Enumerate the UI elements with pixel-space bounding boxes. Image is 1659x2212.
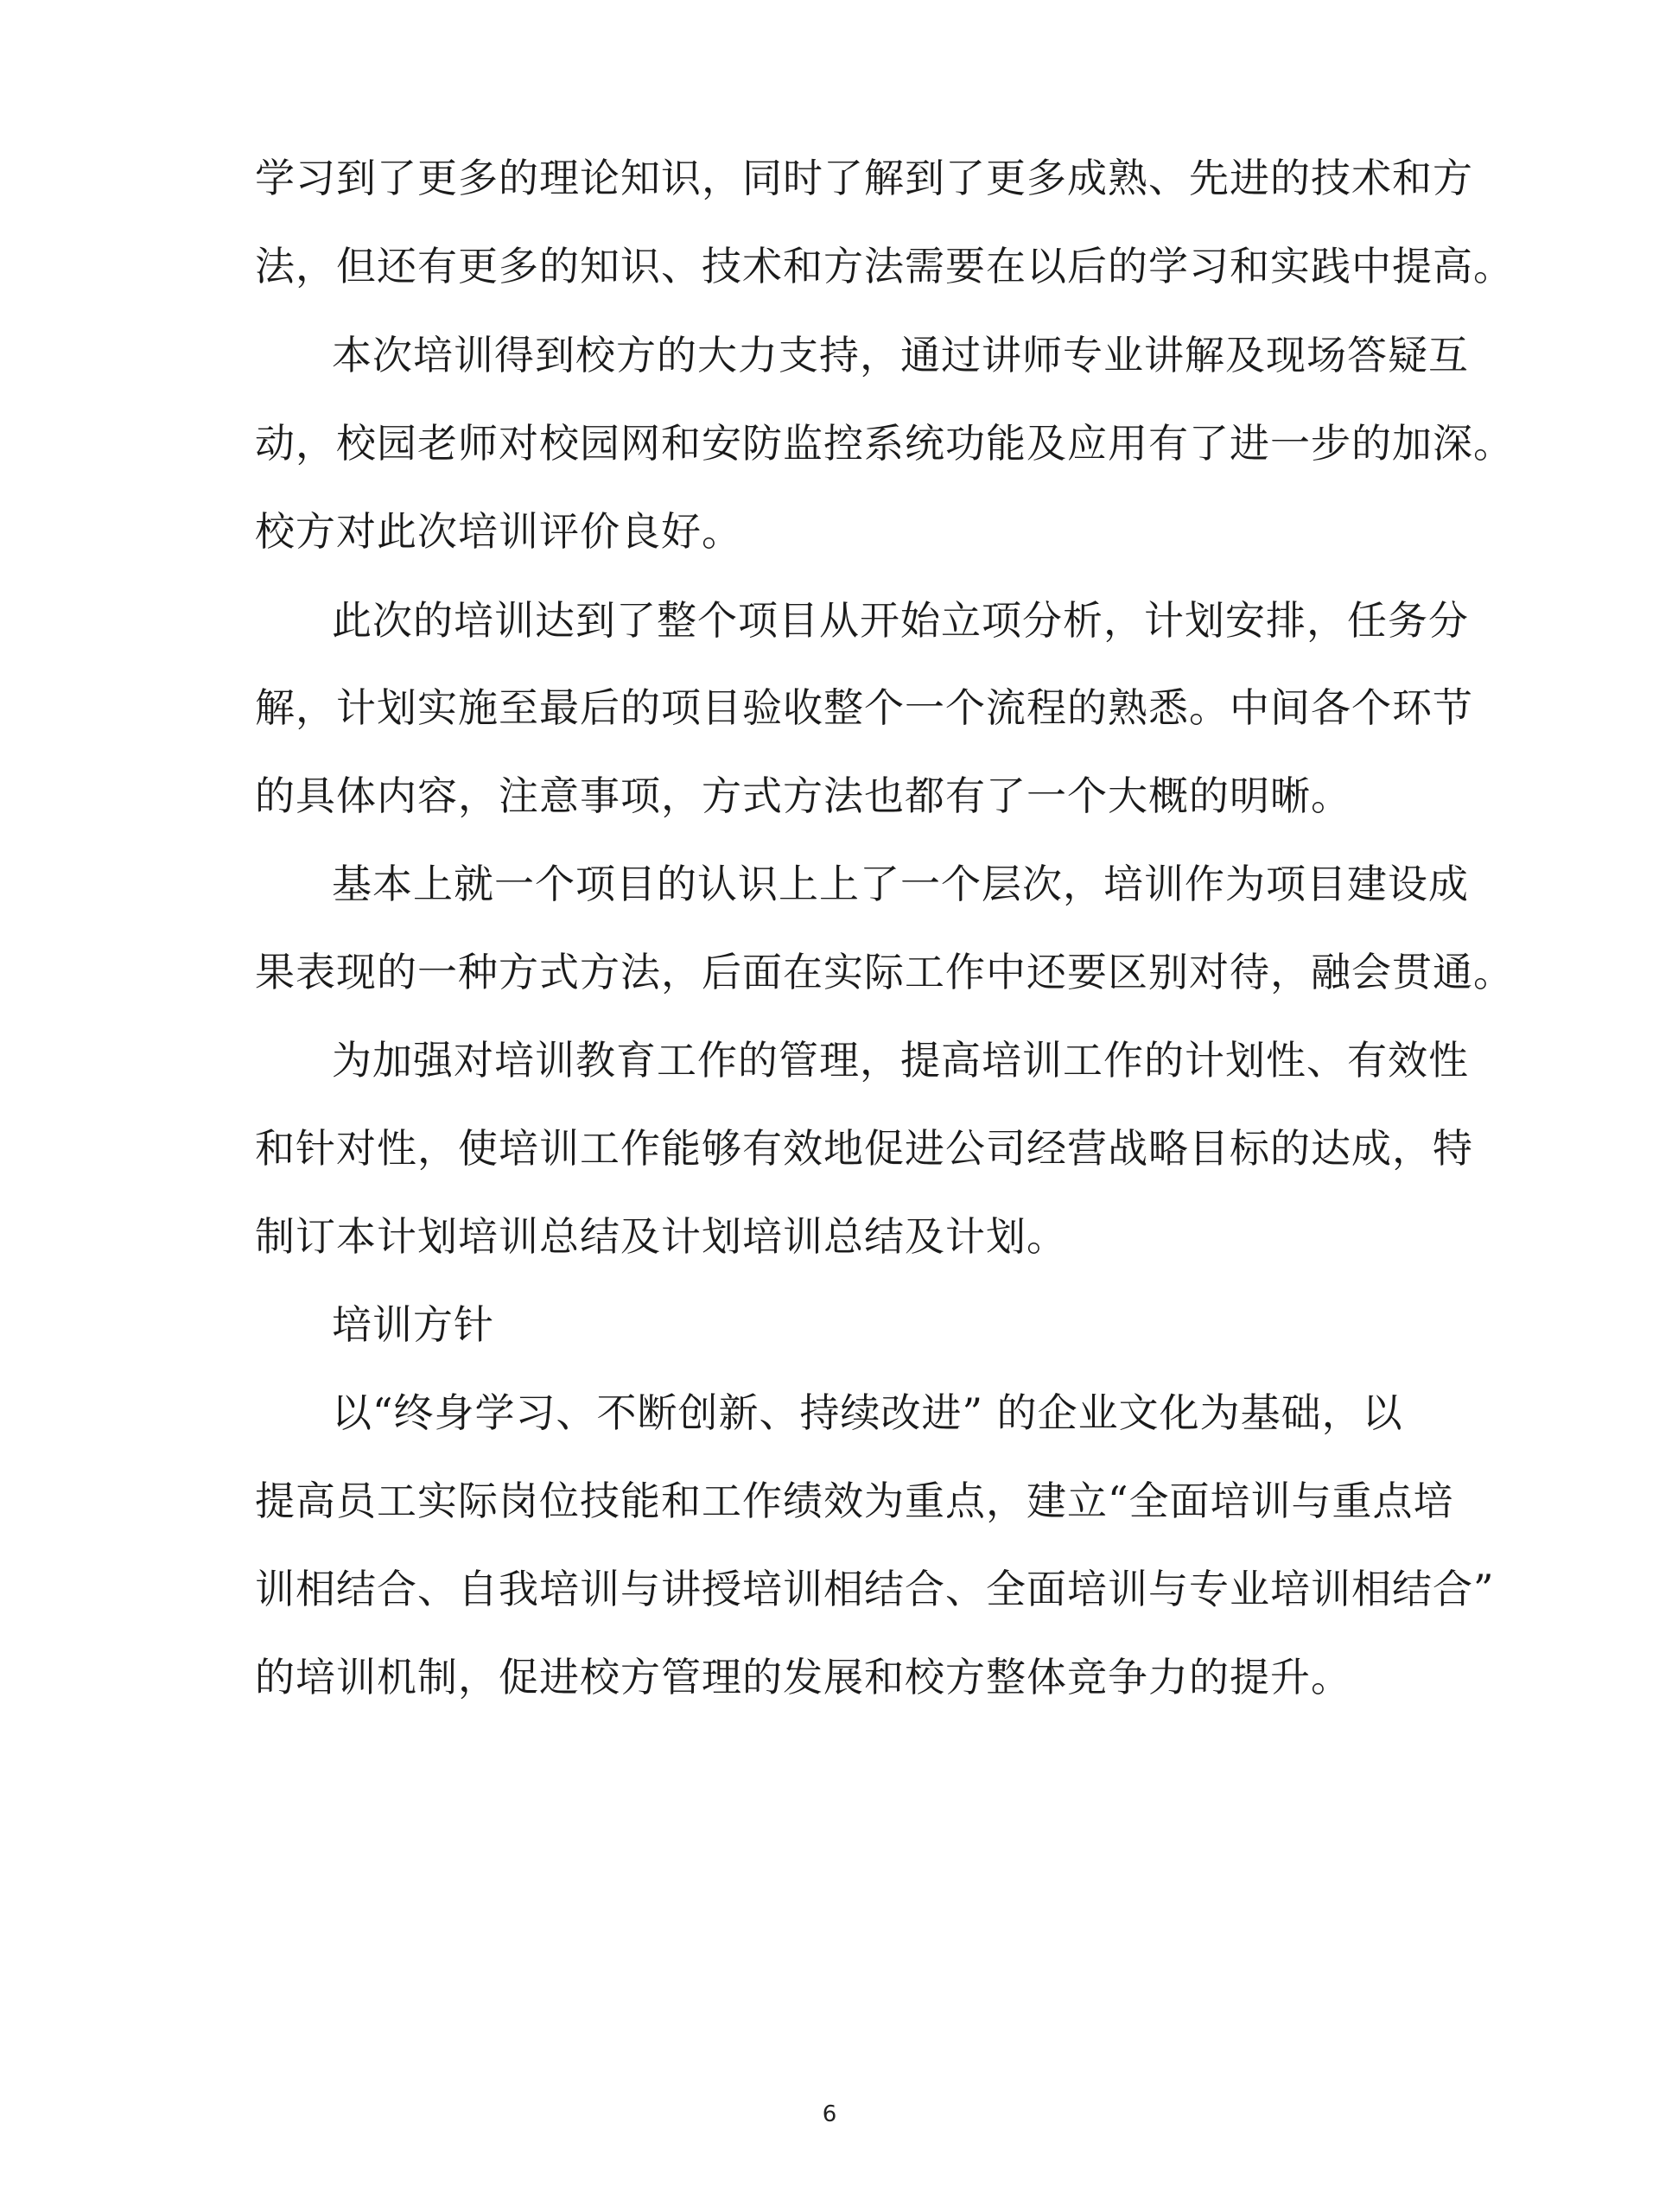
text-line: 此次的培训达到了整个项目从开始立项分析，计划安排，任务分 [332, 597, 1469, 644]
text-line: 果表现的一种方式方法，后面在实际工作中还要区别对待，融会贯通。 [255, 949, 1514, 995]
section-heading: 培训方针 [332, 1301, 494, 1348]
text-line: 动，校园老师对校园网和安防监控系统功能及应用有了进一步的加深。 [255, 420, 1514, 467]
page-number: 6 [822, 2101, 837, 2127]
text-line: 以“终身学习、不断创新、持续改进” 的企业文化为基础，以 [332, 1389, 1403, 1436]
text-line: 学习到了更多的理论知识，同时了解到了更多成熟、先进的技术和方 [255, 155, 1473, 201]
text-line: 的培训机制，促进校方管理的发展和校方整体竞争力的提升。 [255, 1654, 1351, 1700]
text-line: 提高员工实际岗位技能和工作绩效为重点，建立“全面培训与重点培 [255, 1478, 1454, 1524]
text-line: 和针对性，使培训工作能够有效地促进公司经营战略目标的达成，特 [255, 1125, 1473, 1172]
text-line: 本次培训得到校方的大力支持，通过讲师专业讲解及现场答疑互 [332, 332, 1469, 378]
text-line: 的具体内容，注意事项，方式方法也都有了一个大概的明晰。 [255, 772, 1351, 819]
text-line: 解，计划实施至最后的项目验收整个一个流程的熟悉。中间各个环节 [255, 684, 1473, 731]
text-line: 为加强对培训教育工作的管理，提高培训工作的计划性、有效性 [332, 1037, 1469, 1084]
text-line: 基本上就一个项目的认识上上了一个层次，培训作为项目建设成 [332, 861, 1469, 907]
text-line: 训相结合、自我培训与讲授培训相结合、全面培训与专业培训相结合” [255, 1566, 1495, 1612]
text-line: 制订本计划培训总结及计划培训总结及计划。 [255, 1213, 1067, 1260]
text-line: 校方对此次培训评价良好。 [255, 508, 742, 555]
text-line: 法，但还有更多的知识、技术和方法需要在以后的学习和实践中提高。 [255, 243, 1514, 289]
